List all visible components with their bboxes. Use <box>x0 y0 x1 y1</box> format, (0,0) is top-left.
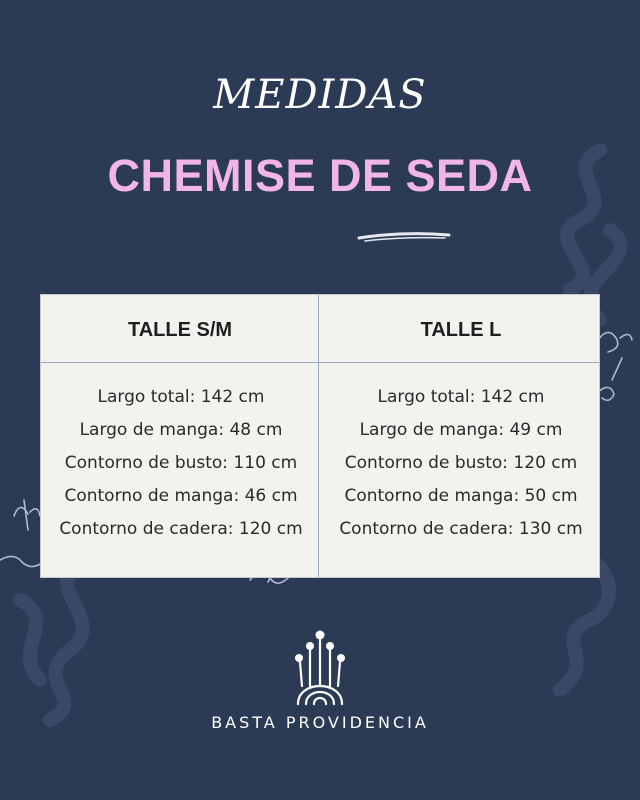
measurement-list <box>321 381 601 546</box>
measurement-row: Contorno de busto: 120 cm <box>344 453 578 473</box>
measurement-row: Contorno de manga: 46 cm <box>64 486 298 506</box>
size-column-l <box>321 295 601 577</box>
brand-name: BASTA PROVIDENCIA <box>211 713 429 732</box>
measurement-row: Largo total: 142 cm <box>377 387 545 407</box>
size-column-header: TALLE S/M <box>127 319 233 341</box>
measurement-list <box>41 381 321 546</box>
measurement-row: Contorno de cadera: 130 cm <box>339 519 583 539</box>
size-column-sm <box>41 295 321 577</box>
measurement-row: Contorno de busto: 110 cm <box>64 453 298 473</box>
product-title: CHEMISE DE SEDA <box>107 150 533 201</box>
size-table <box>40 294 600 578</box>
measurement-row: Contorno de cadera: 120 cm <box>59 519 303 539</box>
measurement-row: Largo de manga: 49 cm <box>359 420 563 440</box>
measurement-row: Largo de manga: 48 cm <box>79 420 283 440</box>
measurement-row: Contorno de manga: 50 cm <box>344 486 578 506</box>
brush-stroke-decoration <box>355 226 455 248</box>
crown-logo-icon <box>290 628 350 708</box>
measurement-row: Largo total: 142 cm <box>97 387 265 407</box>
size-column-header: TALLE L <box>420 319 502 341</box>
page-title: MEDIDAS <box>213 72 427 118</box>
